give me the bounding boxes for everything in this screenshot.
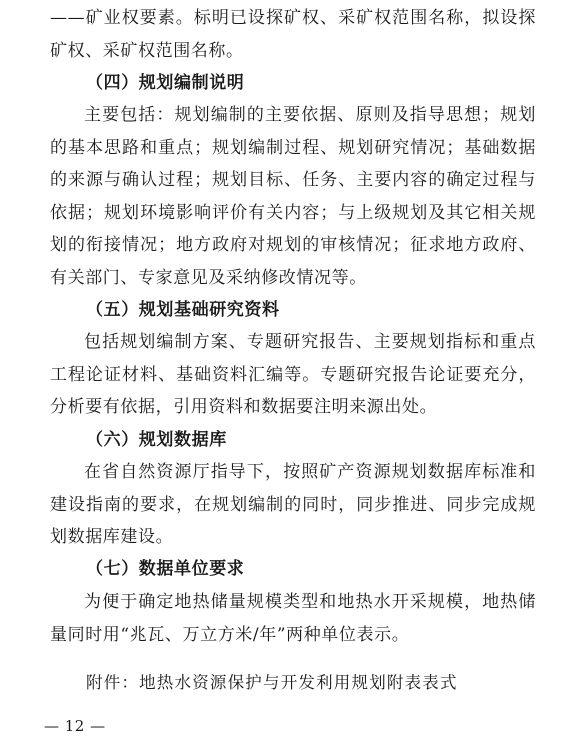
page-number: — 12 — <box>44 717 106 735</box>
section-body-4: 主要包括：规划编制的主要依据、原则及指导思想；规划的基本思路和重点；规划编制过程、规划研究情况；基础数据的来源与确认过程；规划目标、任务、主要内容的确定过程与依据；规划环境影响评价有关内容；与上级规划及其它相关规划的衔接情况；地方政府对规划的审核情况；征求地方政府、有关部门、专家意见及采纳修改情况等。 <box>50 105 536 288</box>
section-body-6: 在省自然资源厅指导下，按照矿产资源规划数据库标准和建设指南的要求，在规划编制的同时，同步推进、同步完成规划数据库建设。 <box>50 462 536 547</box>
section-heading-6: （六）规划数据库 <box>86 430 227 450</box>
mining-rights-paragraph: ——矿业权要素。标明已设探矿权、采矿权范围名称，拟设探矿权、采矿权范围名称。 <box>50 8 536 61</box>
section-heading-5: （五）规划基础研究资料 <box>86 300 280 320</box>
attachment-note: 附件：地热水资源保护与开发利用规划附表表式 <box>86 673 458 692</box>
section-heading-7: （七）数据单位要求 <box>86 559 245 579</box>
section-body-7: 为便于确定地热储量规模类型和地热水开采规模，地热储量同时用“兆瓦、万立方米/年”两种单位表示。 <box>50 592 536 645</box>
section-heading-4: （四）规划编制说明 <box>86 73 245 93</box>
section-body-5: 包括规划编制方案、专题研究报告、主要规划指标和重点工程论证材料、基础资料汇编等。专题研究报告论证要充分，分析要有依据，引用资料和数据要注明来源出处。 <box>50 332 536 417</box>
